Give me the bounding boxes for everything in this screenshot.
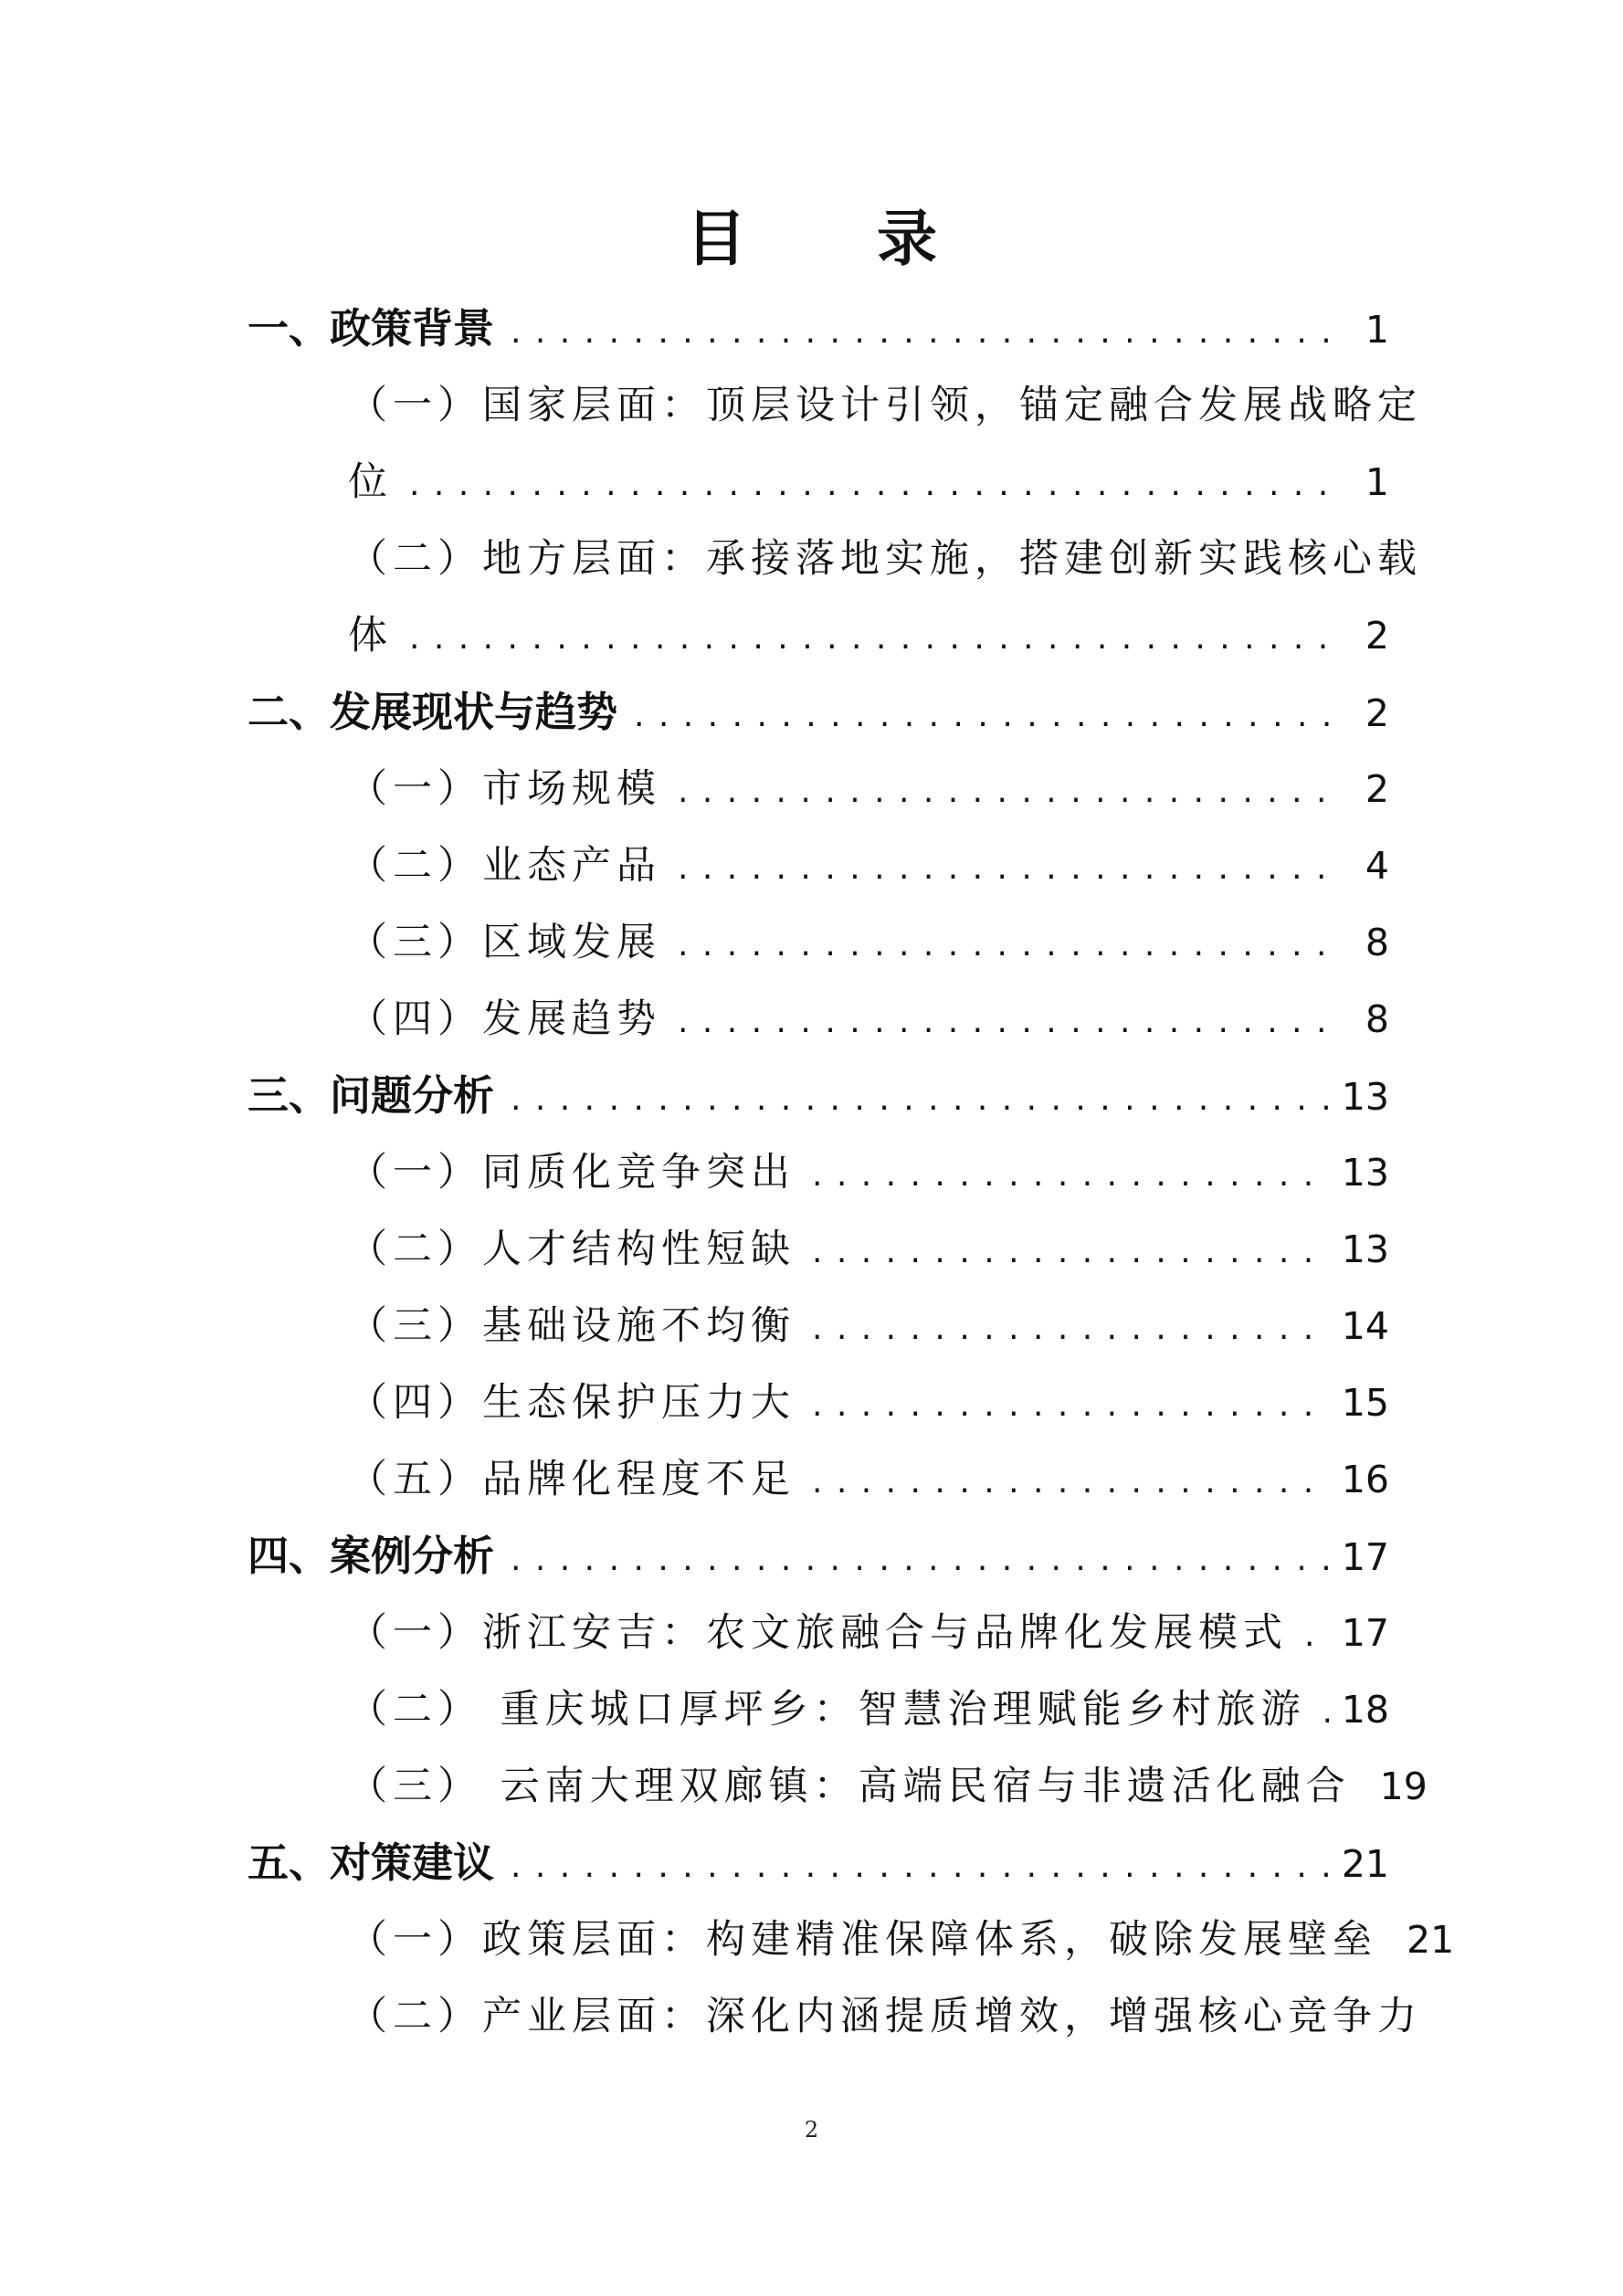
toc-entry-text: 一、政策背景	[248, 304, 495, 353]
toc-entry-text: （四）生态保护压力大	[348, 1380, 796, 1426]
toc-dot-leader	[812, 1137, 1329, 1214]
toc-page-number: 14	[1341, 1304, 1389, 1348]
toc-subsection-entry[interactable]	[248, 1595, 1389, 1671]
toc-subsection-entry[interactable]	[248, 597, 1389, 674]
toc-dot-leader	[812, 1444, 1329, 1521]
toc-dot-leader	[511, 1522, 1329, 1598]
toc-dot-leader	[812, 1214, 1329, 1290]
toc-page-number: 19	[1379, 1764, 1428, 1808]
toc-subsection-entry[interactable]	[248, 1134, 1389, 1211]
toc-dot-leader	[409, 600, 1331, 677]
toc-page-number: 21	[1341, 1842, 1389, 1886]
toc-section-entry[interactable]	[248, 1825, 1389, 1901]
toc-page-number: 2	[1365, 614, 1389, 658]
toc-dot-leader	[812, 1290, 1329, 1367]
page-number-footer: 2	[804, 2117, 819, 2143]
toc-dot-leader	[409, 447, 1331, 523]
toc-dot-leader	[678, 753, 1331, 830]
toc-entry-text: 三、问题分析	[248, 1071, 495, 1120]
toc-dot-leader	[511, 294, 1331, 371]
toc-subsection-entry[interactable]	[248, 444, 1389, 521]
toc-page-number: 8	[1365, 921, 1389, 964]
toc-entry-text: （五）品牌化程度不足	[348, 1457, 796, 1502]
toc-subsection-entry[interactable]	[248, 1748, 1428, 1825]
toc-page-number: 1	[1365, 308, 1389, 352]
toc-page-number: 17	[1341, 1535, 1389, 1579]
toc-subsection-entry[interactable]	[248, 751, 1389, 827]
toc-entry-text: （四）发展趋势	[348, 996, 661, 1042]
toc-dot-leader	[678, 830, 1331, 907]
toc-page-number: 15	[1341, 1381, 1389, 1425]
toc-subsection-entry[interactable]	[248, 367, 1422, 444]
toc-entry-text: （二）业态产品	[348, 843, 661, 889]
toc-dot-leader	[812, 1367, 1329, 1444]
toc-entry-text: （一）同质化竞争突出	[348, 1150, 796, 1195]
toc-entry-text: （二）产业层面：深化内涵提质增效，增强核心竞争力	[348, 1994, 1422, 2039]
toc-entry-text: 位	[348, 459, 393, 505]
toc-page-number: 2	[1365, 691, 1389, 735]
toc-section-entry[interactable]	[248, 674, 1389, 751]
toc-subsection-entry[interactable]	[248, 1211, 1389, 1288]
toc-dot-leader	[511, 1061, 1329, 1138]
toc-page-number: 8	[1365, 997, 1389, 1041]
toc-section-entry[interactable]	[248, 1518, 1389, 1595]
toc-entry-text: （二） 重庆城口厚坪乡：智慧治理赋能乡村旅游	[348, 1687, 1306, 1733]
toc-subsection-entry[interactable]	[248, 827, 1389, 904]
toc-section-entry[interactable]	[248, 290, 1389, 367]
toc-subsection-entry[interactable]	[248, 1288, 1389, 1364]
page-title: 目 录	[686, 204, 992, 274]
toc-dot-leader	[1323, 1674, 1329, 1751]
toc-entry-text: 体	[348, 613, 393, 658]
toc-subsection-entry[interactable]	[248, 521, 1422, 597]
table-of-contents	[248, 290, 1455, 2055]
toc-page-number: 13	[1341, 1075, 1389, 1119]
toc-page-number: 2	[1365, 767, 1389, 811]
toc-page-number: 13	[1341, 1151, 1389, 1195]
toc-entry-text: （三） 云南大理双廊镇：高端民宿与非遗活化融合	[348, 1764, 1351, 1809]
toc-entry-text: （一）国家层面：顶层设计引领，锚定融合发展战略定	[348, 383, 1422, 428]
toc-subsection-entry[interactable]	[248, 1671, 1389, 1748]
toc-entry-text: 四、案例分析	[248, 1532, 495, 1580]
toc-dot-leader	[678, 907, 1331, 984]
toc-entry-text: 五、对策建议	[248, 1838, 495, 1887]
toc-page-number: 17	[1341, 1611, 1389, 1655]
toc-entry-text: （二）地方层面：承接落地实施，搭建创新实践核心载	[348, 536, 1422, 582]
toc-entry-text: （一）政策层面：构建精准保障体系，破除发展壁垒	[348, 1917, 1377, 1963]
toc-entry-text: （一）市场规模	[348, 766, 661, 812]
toc-dot-leader	[678, 984, 1331, 1060]
toc-page-number: 4	[1365, 844, 1389, 888]
toc-subsection-entry[interactable]	[248, 1901, 1455, 1978]
toc-entry-text: 二、发展现状与趋势	[248, 688, 618, 736]
toc-subsection-entry[interactable]	[248, 981, 1389, 1058]
toc-subsection-entry[interactable]	[248, 904, 1389, 981]
toc-page-number: 1	[1365, 460, 1389, 504]
toc-subsection-entry[interactable]	[248, 1364, 1389, 1441]
toc-section-entry[interactable]	[248, 1058, 1389, 1134]
toc-page-number: 21	[1407, 1918, 1455, 1962]
toc-entry-text: （二）人才结构性短缺	[348, 1227, 796, 1272]
toc-page-number: 18	[1341, 1688, 1389, 1732]
toc-page-number: 13	[1341, 1227, 1389, 1271]
toc-entry-text: （三）基础设施不均衡	[348, 1303, 796, 1349]
toc-subsection-entry[interactable]	[248, 1978, 1422, 2055]
toc-dot-leader	[511, 1828, 1329, 1905]
toc-dot-leader	[1304, 1597, 1329, 1674]
toc-subsection-entry[interactable]	[248, 1441, 1389, 1518]
toc-entry-text: （一）浙江安吉：农文旅融合与品牌化发展模式	[348, 1610, 1288, 1656]
toc-entry-text: （三）区域发展	[348, 920, 661, 965]
toc-page-number: 16	[1341, 1458, 1389, 1501]
toc-dot-leader	[634, 678, 1331, 754]
